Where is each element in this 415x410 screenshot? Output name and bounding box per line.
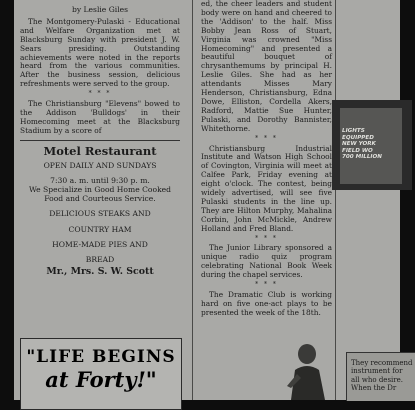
article-paragraph: The Junior Library sponsored a unique radio quiz program celebrating National Book Week during the chapel services. — [201, 243, 332, 280]
bottom-right-ad — [346, 352, 415, 401]
article-paragraph: ed, the cheer leaders and student body were on hand and cheered to the 'Addison' to the half. Miss Bobby Jean Ross of Stuart, Virginia was crowned "Miss Homecoming" and presented a beautiful bouquet of chrysanthemums by principal H. Leslie Giles. She had as her attendants Misses Mary Henderson, Christiansburg, Edna Dowe, Elliston, Cordella Akers, Radford, Mattie Sue Hunter, Pulaski, and Dorothy Bannister, Whitethorne. — [201, 0, 332, 133]
article-paragraph: The Montgomery-Pulaski - Educational and Welfare Organization met at Blacksburg Sunday with president J. W. Sears presiding. Outstanding achievements were noted in the reports heard from the various communities. After the business session, delicious refreshments were served to the group. — [20, 16, 180, 89]
article-paragraph: Christiansburg Industrial Institute and Watson High School of Covington, Virginia will meet at Calfee Park, Friday evening at eight o'clock. The contest, being widely advertised, will see five Pulaski students in the line up. They are Hilton Murphy, Mahalina Corbin, John McMickle, Andrew Holland and Fred Bland. — [201, 143, 332, 233]
ad-title: Motel Restaurant — [43, 143, 157, 158]
ad-line: We Specialize in Good Home Cooked Food and Courteous Service. — [28, 185, 172, 204]
ad-line: 7:30 a. m. until 9:30 p. m. — [50, 175, 150, 185]
section-divider-stars: * * * — [255, 281, 278, 289]
horizontal-rule — [20, 140, 180, 141]
section-divider-stars: * * * — [88, 90, 112, 98]
ad-line: HOME-MADE PIES AND — [52, 239, 148, 249]
ad-line: OPEN DAILY AND SUNDAYS — [43, 160, 157, 170]
cartoon-figure-illustration — [281, 340, 329, 400]
section-divider-stars: * * * — [255, 234, 278, 242]
photo-advertisement — [332, 100, 412, 190]
byline: by Leslie Giles — [71, 5, 129, 14]
column-rule — [335, 0, 336, 400]
ad-line: COUNTRY HAM — [68, 224, 132, 234]
headline-fragment — [20, 0, 180, 2]
ad-line: DELICIOUS STEAKS AND — [49, 209, 151, 219]
newspaper-page — [14, 0, 413, 400]
left-column — [20, 0, 180, 277]
life-begins-ad — [20, 338, 182, 410]
middle-column — [201, 0, 332, 319]
article-paragraph: The Dramatic Club is working hard on five one-act plays to be presented the week of the 18th. — [201, 290, 332, 317]
article-paragraph: The Christiansburg "Elevens" bowed to the Addison 'Bulldogs' in their Homecoming meet at the Blacksburg Stadium by a score of — [20, 99, 180, 135]
ad-owner: Mr., Mrs. S. W. Scott — [46, 266, 154, 278]
photo-caption: LIGHTS EQUIPPED NEW YORK FIELD WO 700 MILLION — [342, 128, 382, 161]
restaurant-ad — [20, 143, 180, 278]
section-divider-stars: * * * — [255, 134, 278, 142]
life-ad-line-1: "LIFE BEGINS — [26, 347, 176, 367]
bottom-right-text: They recommend instrument for all who desire. When the Dr — [351, 359, 413, 393]
scan-edge-shadow — [0, 0, 14, 400]
ad-line: BREAD — [85, 255, 115, 265]
column-rule — [192, 0, 193, 400]
life-ad-line-2: at Forty!" — [45, 367, 157, 392]
